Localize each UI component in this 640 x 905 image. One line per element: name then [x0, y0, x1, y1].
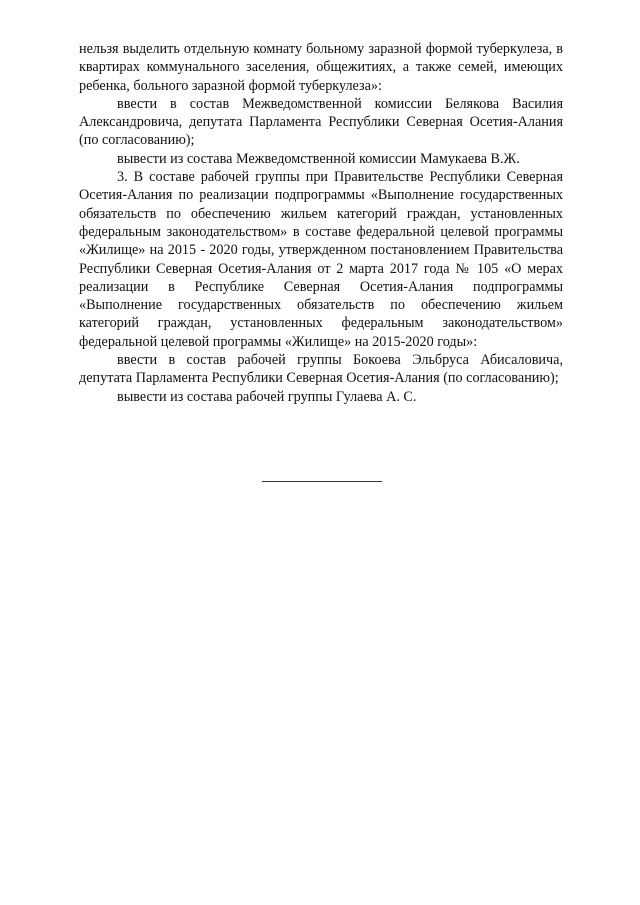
paragraph-add-bokoev: ввести в состав рабочей группы Бокоева Эльбруса Абисаловича, депутата Парламента Республики Северная Осетия-Алания (по согласованию); — [79, 352, 563, 387]
paragraph-tuberculosis-families: нельзя выделить отдельную комнату больному заразной формой туберкулеза, в квартирах коммунального заселения, общежитиях, а также семей, имеющих ребенка, больного заразной формой туберкулеза»: — [79, 41, 563, 94]
paragraph-remove-mamukaev: вывести из состава Межведомственной комиссии Мамукаева В.Ж. — [117, 150, 520, 167]
paragraph-add-belyakov: ввести в состав Межведомственной комиссии Белякова Василия Александровича, депутата Парламента Республики Северная Осетия-Алания (по согласованию); — [79, 95, 563, 149]
paragraph-item-3-working-group: 3. В составе рабочей группы при Правительстве Республики Северная Осетия-Алания по реализации подпрограммы «Выполнение государственных обязательств по обеспечению жильем категорий граждан, установленных федеральным законодательством» в составе федеральной целевой программы «Жилище» на 2015 - 2020 годы, утвержденном постановлением Правительства Республики Северная Осетия-Алания от 2 марта 2017 года № 105 «О мерах реализации в Республике Северная Осетия-Алания подпрограммы «Выполнение государственных обязательств по обеспечению жильем категорий граждан, установленных федеральным законодательством» федеральной целевой программы «Жилище» на 2015-2020 годы»: — [79, 169, 563, 350]
paragraph-remove-gulaev: вывести из состава рабочей группы Гулаева А. С. — [117, 388, 417, 405]
end-of-document-rule — [262, 481, 382, 482]
document-page — [79, 40, 563, 406]
